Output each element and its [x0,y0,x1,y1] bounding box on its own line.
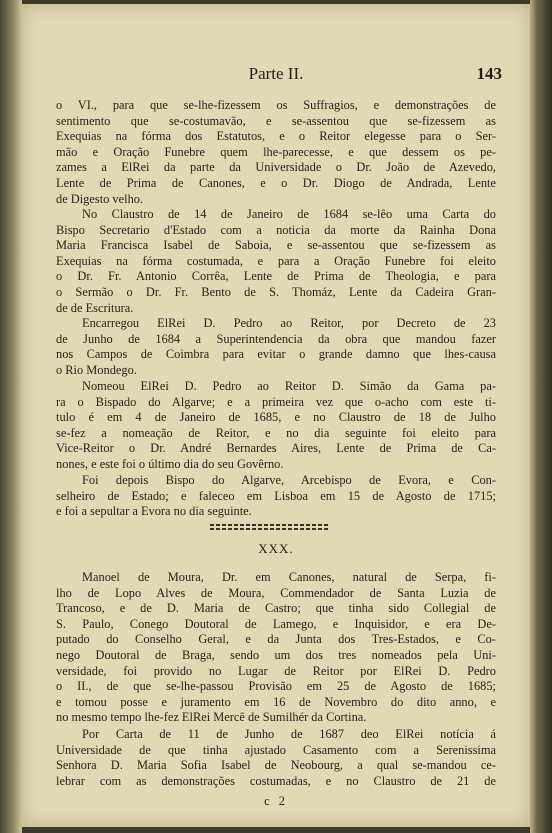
text-line: lebrar com as demonstrações costumadas, e no Claustro de 21 de [56,773,496,788]
text-line: No Claustro de 14 de Janeiro de 1684 se-lêo uma Carta do [82,207,496,221]
text-line: ra o Bispado do Algarve; e a primeira vez que o-acho com este ti- [56,394,496,409]
text-line: o II., de que se-lhe-passou Provisão em 25 de Agosto de 1685; [56,679,496,694]
text-line: o Sermão o Dr. Fr. Bento de S. Thomáz, Lente da Cadeira Gran- [56,284,496,299]
paragraph-7 [56,727,496,789]
text-line: Universidade de que tinha ajustado Casamento com a Serenissima [56,742,496,757]
text-line: de Junho de 1684 a Superintendencia da obra que mandou fazer [56,331,496,346]
text-line: Exequias na fórma dos Estatutos, e o Reitor elegesse para o Ser- [56,129,496,144]
paragraph-1 [56,98,496,207]
text-line: Senhora D. Maria Sofia Isabel de Neobourg, a qual se-mandou ce- [56,758,496,773]
text-line: lho de Lopo Alves de Moura, Commendador de Santa Luzia de [56,585,496,600]
text-line: Exequias na fórma costumada, e para a Oração Funebre foi eleito [56,253,496,268]
section-divider [210,524,330,526]
paragraph-3 [56,316,496,378]
text-line: Nomeou ElRei D. Pedro ao Reitor D. Simão da Gama pa- [82,379,496,393]
page-number: 143 [476,64,502,83]
text-line: zames a ElRei da parte da Universidade o Dr. João de Azevedo, [56,160,496,175]
text-line: se-fez a nomeação de Reitor, e no dia seguinte foi eleito para [56,425,496,440]
text-line: selheiro de Estado; e faleceo em Lisboa em 15 de Agosto de 1715; [56,488,496,503]
text-line: Manoel de Moura, Dr. em Canones, natural de Serpa, fi- [82,570,496,584]
text-line: de de Escritura. [56,300,134,315]
text-line: e foi a sepultar a Evora no dia seguinte. [56,504,252,519]
text-line: o VI., para que se-lhe-fizessem os Suffragios, e demonstrações de [56,98,496,112]
left-page-edge [0,0,22,833]
running-title: Parte II. [248,64,304,83]
text-line: putado do Conselho Geral, e da Junta dos Tres-Estados, e Co- [56,632,496,647]
text-line: tulo é em 4 de Janeiro de 1685, e no Claustro de 18 de Julho [56,410,496,425]
text-line: o Dr. Fr. Antonio Corrêa, Lente de Prima de Theologia, e para [56,269,496,284]
text-line: mão e Oração Funebre quem lhe-parecesse, e que dessem os pe- [56,144,496,159]
signature-mark: c 2 [264,794,288,808]
paragraph-4 [56,379,496,473]
text-line: Encarregou ElRei D. Pedro ao Reitor, por Decreto de 23 [82,316,496,330]
text-line: Maria Francisca Isabel de Saboia, e se-assentou que se-fizessem as [56,238,496,253]
text-line: e tomou posse e juramento em 16 de Novembro do dito anno, e [56,694,496,709]
text-line: Vice-Reitor o Dr. André Bernardes Aires, Lente de Prima de Ca- [56,441,496,456]
paragraph-2 [56,207,496,316]
text-line: nones, e este foi o último dia do seu Govêrno. [56,456,284,471]
text-line: de Digesto velho. [56,191,144,206]
text-line: sentimento que se-costumavão, e se-assentou que se-fizessem as [56,113,496,128]
text-line: Foi depois Bispo do Algarve, Arcebispo de Evora, e Con- [82,473,496,487]
text-line: S. Paulo, Conego Doutoral de Lamego, e Inquisidor, e era De- [56,616,496,631]
text-line: Por Carta de 11 de Junho de 1687 deo ElRei notícia á [82,727,496,741]
section-title: XXX. [258,541,294,556]
text-line: nos Campos de Coimbra para evitar o grande damno que lhes-causa [56,347,496,362]
text-line: no mesmo tempo lhe-fez ElRei Mercê de Sumilhér da Cortina. [56,710,367,725]
text-line: Lente de Prima de Canones, e o Dr. Diogo de Andrada, Lente [56,175,496,190]
text-line: o Rio Mondego. [56,362,137,377]
right-page-edge [530,0,552,833]
paragraph-6 [56,570,496,726]
text-line: versidade, foi provido no Lugar de Reitor por ElRei D. Pedro [56,663,496,678]
text-line: Bispo Secretario d'Estado com a noticia da morte da Rainha Dona [56,222,496,237]
paragraph-5 [56,473,496,520]
page-header [22,64,530,88]
section-divider [210,528,330,530]
text-line: nego Doutoral de Braga, sendo um dos tres nomeados pela Uni- [56,647,496,662]
text-line: Trancoso, e de D. Maria de Castro; que tinha sido Collegial de [56,601,496,616]
